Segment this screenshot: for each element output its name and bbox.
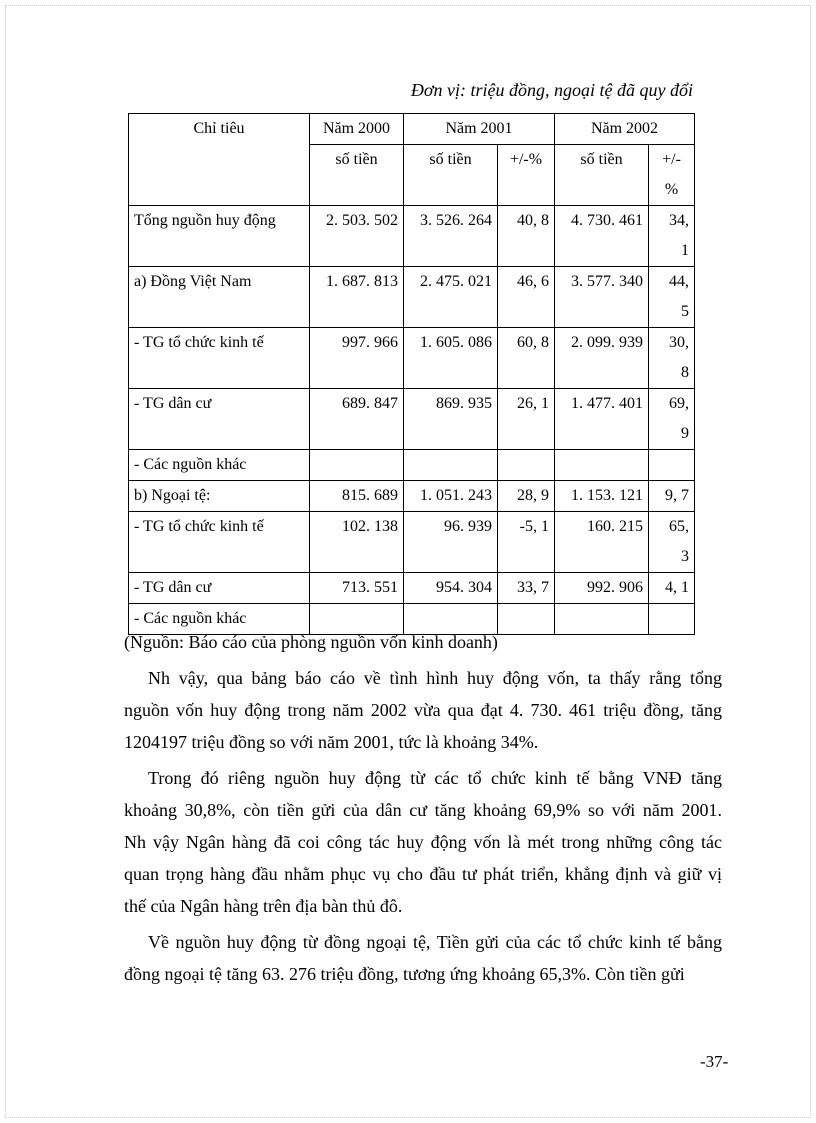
table-source-note: (Nguồn: Báo cáo của phòng nguồn vốn kinh doanh) xyxy=(124,632,498,652)
pct-2002 xyxy=(649,450,695,481)
value-2002: 2. 099. 939 xyxy=(555,328,649,389)
value-2001: 96. 939 xyxy=(404,512,498,573)
pct-2002-a: 30, xyxy=(669,334,689,351)
row-label: a) Đồng Việt Nam xyxy=(129,267,310,328)
table-row xyxy=(129,481,695,512)
value-2002 xyxy=(555,450,649,481)
value-2000: 1. 687. 813 xyxy=(310,267,404,328)
pct-2002 xyxy=(649,328,695,389)
table-row xyxy=(129,206,695,267)
subheader-amount-2001: số tiền xyxy=(404,145,498,206)
pct-2001 xyxy=(498,450,555,481)
value-2001: 954. 304 xyxy=(404,573,498,604)
paragraph-line: thế của Ngân hàng trên địa bàn thủ đô. xyxy=(124,896,403,916)
funding-table xyxy=(128,113,695,635)
subheader-pct-2002-a: +/- xyxy=(662,151,681,168)
value-2002 xyxy=(555,604,649,635)
value-2001: 2. 475. 021 xyxy=(404,267,498,328)
header-indicator: Chỉ tiêu xyxy=(129,114,310,206)
row-label: - TG dân cư xyxy=(129,389,310,450)
pct-2001: 28, 9 xyxy=(498,481,555,512)
pct-2001: 33, 7 xyxy=(498,573,555,604)
row-label: Tổng nguồn huy động xyxy=(129,206,310,267)
pct-2001: -5, 1 xyxy=(498,512,555,573)
table-row xyxy=(129,512,695,573)
subheader-pct-2002-b: % xyxy=(664,181,679,198)
paragraph-line: 1204197 triệu đồng so với năm 2001, tức là khoảng 34%. xyxy=(124,732,539,752)
header-year-2002: Năm 2002 xyxy=(555,114,695,145)
pct-2001: 60, 8 xyxy=(498,328,555,389)
paragraph-line: khoảng 30,8%, còn tiền gửi của dân cư tăng khoảng 69,9% so với năm 2001. xyxy=(124,800,722,820)
pct-2002-b: 9 xyxy=(681,425,689,442)
value-2000: 713. 551 xyxy=(310,573,404,604)
header-year-2001: Năm 2001 xyxy=(404,114,555,145)
pct-2001: 40, 8 xyxy=(498,206,555,267)
pct-2002-a: 34, xyxy=(669,212,689,229)
value-2001: 1. 051. 243 xyxy=(404,481,498,512)
paragraph-3 xyxy=(124,926,722,990)
pct-2002 xyxy=(649,206,695,267)
subheader-pct-2001: +/-% xyxy=(498,145,555,206)
unit-note: Đơn vị: triệu đồng, ngoại tệ đã quy đổi xyxy=(410,80,693,100)
pct-2002-b: 5 xyxy=(681,303,689,320)
value-2001: 1. 605. 086 xyxy=(404,328,498,389)
table-row xyxy=(129,573,695,604)
value-2001 xyxy=(404,450,498,481)
page-number: -37- xyxy=(700,1052,729,1071)
pct-2001 xyxy=(498,604,555,635)
subheader-amount-2002: số tiền xyxy=(555,145,649,206)
pct-2002-b: 8 xyxy=(681,364,689,381)
pct-2001: 26, 1 xyxy=(498,389,555,450)
row-label: - Các nguồn khác xyxy=(129,604,310,635)
value-2000: 689. 847 xyxy=(310,389,404,450)
table-row xyxy=(129,450,695,481)
value-2001: 869. 935 xyxy=(404,389,498,450)
table-row xyxy=(129,267,695,328)
row-label: - TG tổ chức kinh tế xyxy=(129,328,310,389)
value-2002: 160. 215 xyxy=(555,512,649,573)
value-2002: 992. 906 xyxy=(555,573,649,604)
value-2000: 815. 689 xyxy=(310,481,404,512)
pct-2002: 9, 7 xyxy=(649,481,695,512)
pct-2002-b: 3 xyxy=(681,548,689,565)
paragraph-1 xyxy=(124,662,722,758)
row-label: - Các nguồn khác xyxy=(129,450,310,481)
pct-2002: 4, 1 xyxy=(649,573,695,604)
value-2002: 3. 577. 340 xyxy=(555,267,649,328)
value-2000 xyxy=(310,450,404,481)
pct-2002-b: 1 xyxy=(681,242,689,259)
header-year-2000: Năm 2000 xyxy=(310,114,404,145)
value-2001 xyxy=(404,604,498,635)
paragraph-line: nguồn vốn huy động trong năm 2002 vừa qua đạt 4. 730. 461 triệu đồng, tăng xyxy=(124,700,722,720)
value-2002: 1. 153. 121 xyxy=(555,481,649,512)
row-label: - TG dân cư xyxy=(129,573,310,604)
pct-2002 xyxy=(649,267,695,328)
paragraph-line: đồng ngoại tệ tăng 63. 276 triệu đồng, tương ứng khoảng 65,3%. Còn tiền gửi xyxy=(124,964,685,984)
paragraph-line: quan trọng hàng đầu nhằm phục vụ cho đầu tư phát triển, khẳng định và giữ vị xyxy=(124,864,722,884)
pct-2002-a: 44, xyxy=(669,273,689,290)
paragraph-line: Trong đó riêng nguồn huy động từ các tổ chức kinh tế bằng VNĐ tăng xyxy=(148,768,722,788)
value-2000: 2. 503. 502 xyxy=(310,206,404,267)
table-row xyxy=(129,389,695,450)
value-2000: 102. 138 xyxy=(310,512,404,573)
paragraph-line: Nh vậy Ngân hàng đã coi công tác huy động vốn là mét trong những công tác xyxy=(124,832,722,852)
row-label: - TG tổ chức kinh tế xyxy=(129,512,310,573)
pct-2002-a: 65, xyxy=(669,518,689,535)
pct-2002 xyxy=(649,604,695,635)
pct-2001: 46, 6 xyxy=(498,267,555,328)
paragraph-2 xyxy=(124,762,722,922)
pct-2002 xyxy=(649,512,695,573)
paragraph-line: Về nguồn huy động từ đồng ngoại tệ, Tiền gửi của các tổ chức kinh tế bằng xyxy=(148,932,722,952)
pct-2002 xyxy=(649,389,695,450)
subheader-pct-2002 xyxy=(649,145,695,206)
table-row xyxy=(129,328,695,389)
subheader-amount-2000: số tiền xyxy=(310,145,404,206)
value-2000 xyxy=(310,604,404,635)
paragraph-line: Nh vậy, qua bảng báo cáo về tình hình huy động vốn, ta thấy rằng tổng xyxy=(148,668,722,688)
value-2001: 3. 526. 264 xyxy=(404,206,498,267)
value-2002: 1. 477. 401 xyxy=(555,389,649,450)
row-label: b) Ngoại tệ: xyxy=(129,481,310,512)
value-2000: 997. 966 xyxy=(310,328,404,389)
pct-2002-a: 69, xyxy=(669,395,689,412)
table-row xyxy=(129,604,695,635)
value-2002: 4. 730. 461 xyxy=(555,206,649,267)
